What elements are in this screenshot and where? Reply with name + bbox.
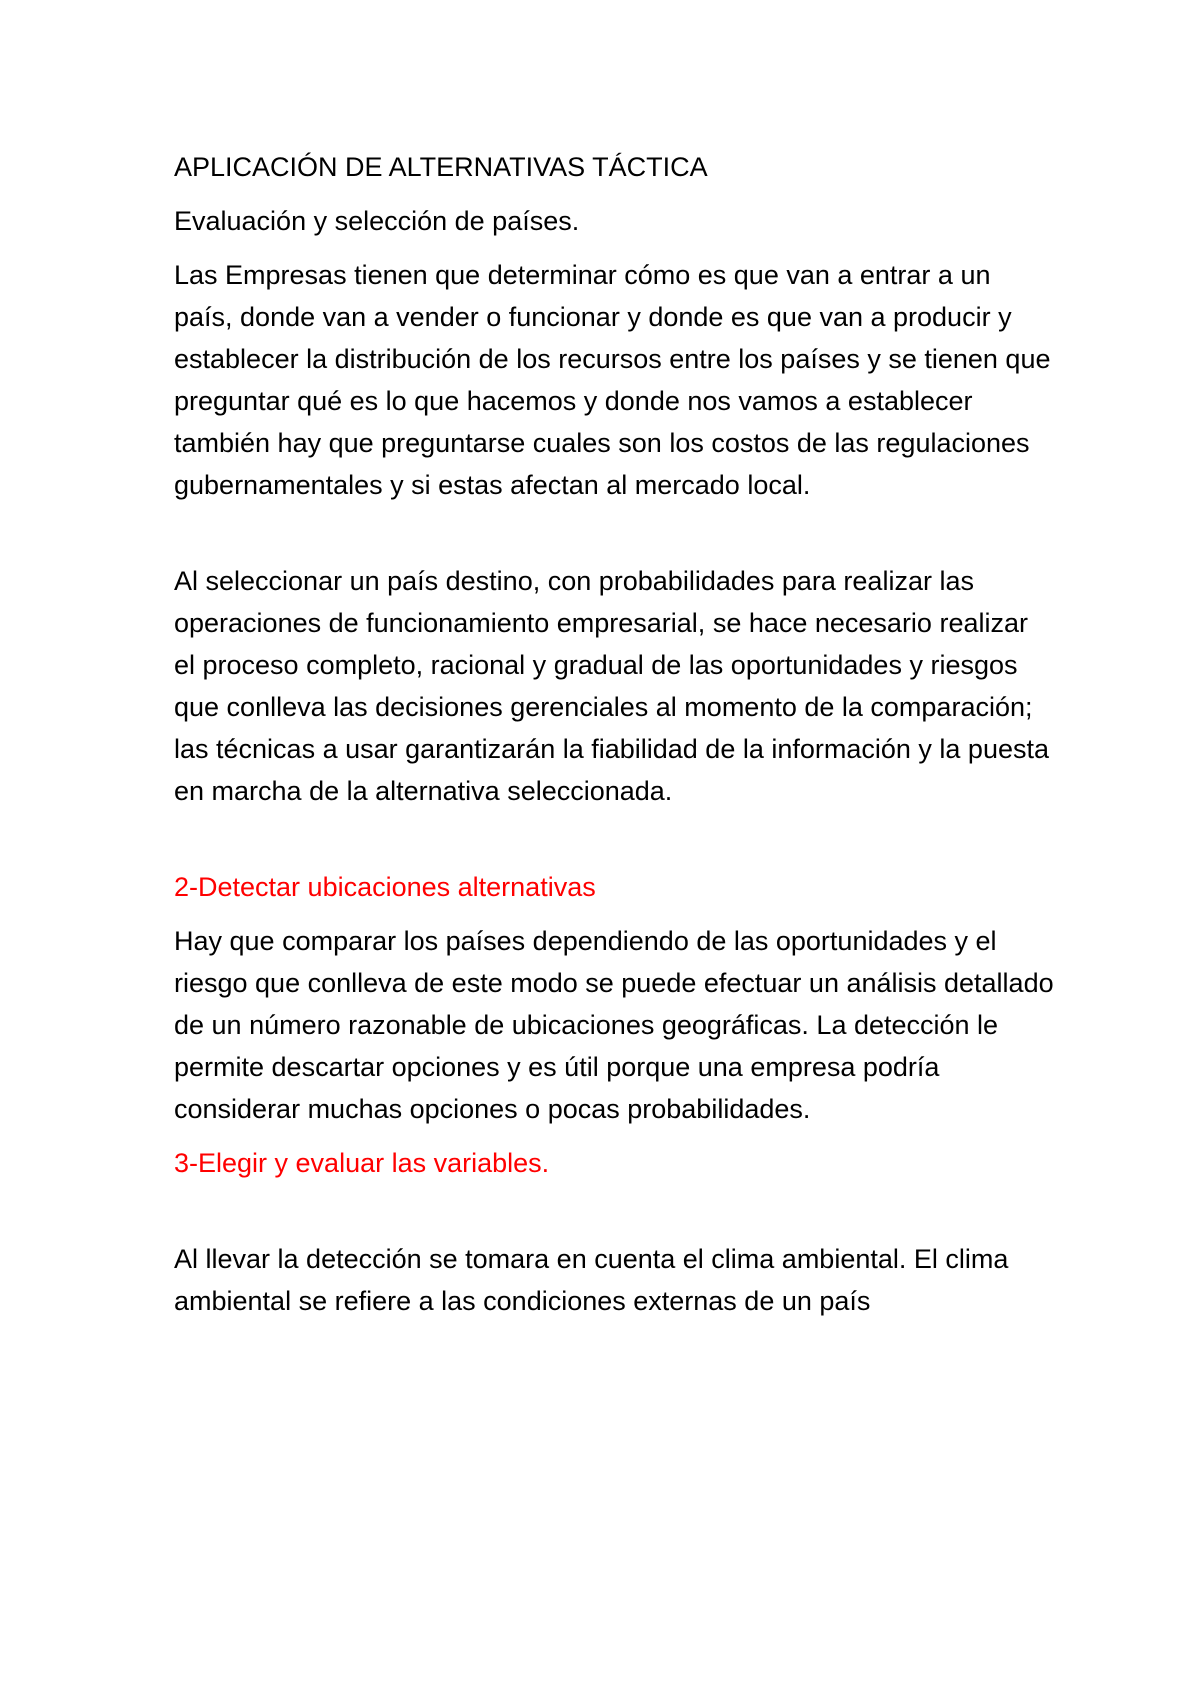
document-title: APLICACIÓN DE ALTERNATIVAS TÁCTICA <box>174 152 708 182</box>
paragraph-entry-decision: Las Empresas tienen que determinar cómo es que van a entrar a un país, donde van a vender o funcionar y donde es que van a producir y establecer la distribución de los recursos entre los países y se tienen que preguntar qué es lo que hacemos y donde nos vamos a establecer también hay que preguntarse cuales son los costos de las regulaciones gubernamentales y si estas afectan al mercado local. <box>174 260 1051 500</box>
document-body <box>174 146 1054 1322</box>
section-heading-choose-variables: 3-Elegir y evaluar las variables. <box>174 1148 550 1178</box>
document-subtitle: Evaluación y selección de países. <box>174 206 580 236</box>
paragraph-environmental-climate: Al llevar la detección se tomara en cuenta el clima ambiental. El clima ambiental se refiere a las condiciones externas de un país <box>174 1244 1009 1316</box>
paragraph-country-selection: Al seleccionar un país destino, con probabilidades para realizar las operaciones de funcionamiento empresarial, se hace necesario realizar el proceso completo, racional y gradual de las oportunidades y riesgos que conlleva las decisiones gerenciales al momento de la comparación; las técnicas a usar garantizarán la fiabilidad de la información y la puesta en marcha de la alternativa seleccionada. <box>174 566 1049 806</box>
section-heading-detect-locations: 2-Detectar ubicaciones alternativas <box>174 872 596 902</box>
paragraph-compare-countries: Hay que comparar los países dependiendo de las oportunidades y el riesgo que conlleva de este modo se puede efectuar un análisis detallado de un número razonable de ubicaciones geográficas. La detección le permite descartar opciones y es útil porque una empresa podría considerar muchas opciones o pocas probabilidades. <box>174 926 1054 1124</box>
